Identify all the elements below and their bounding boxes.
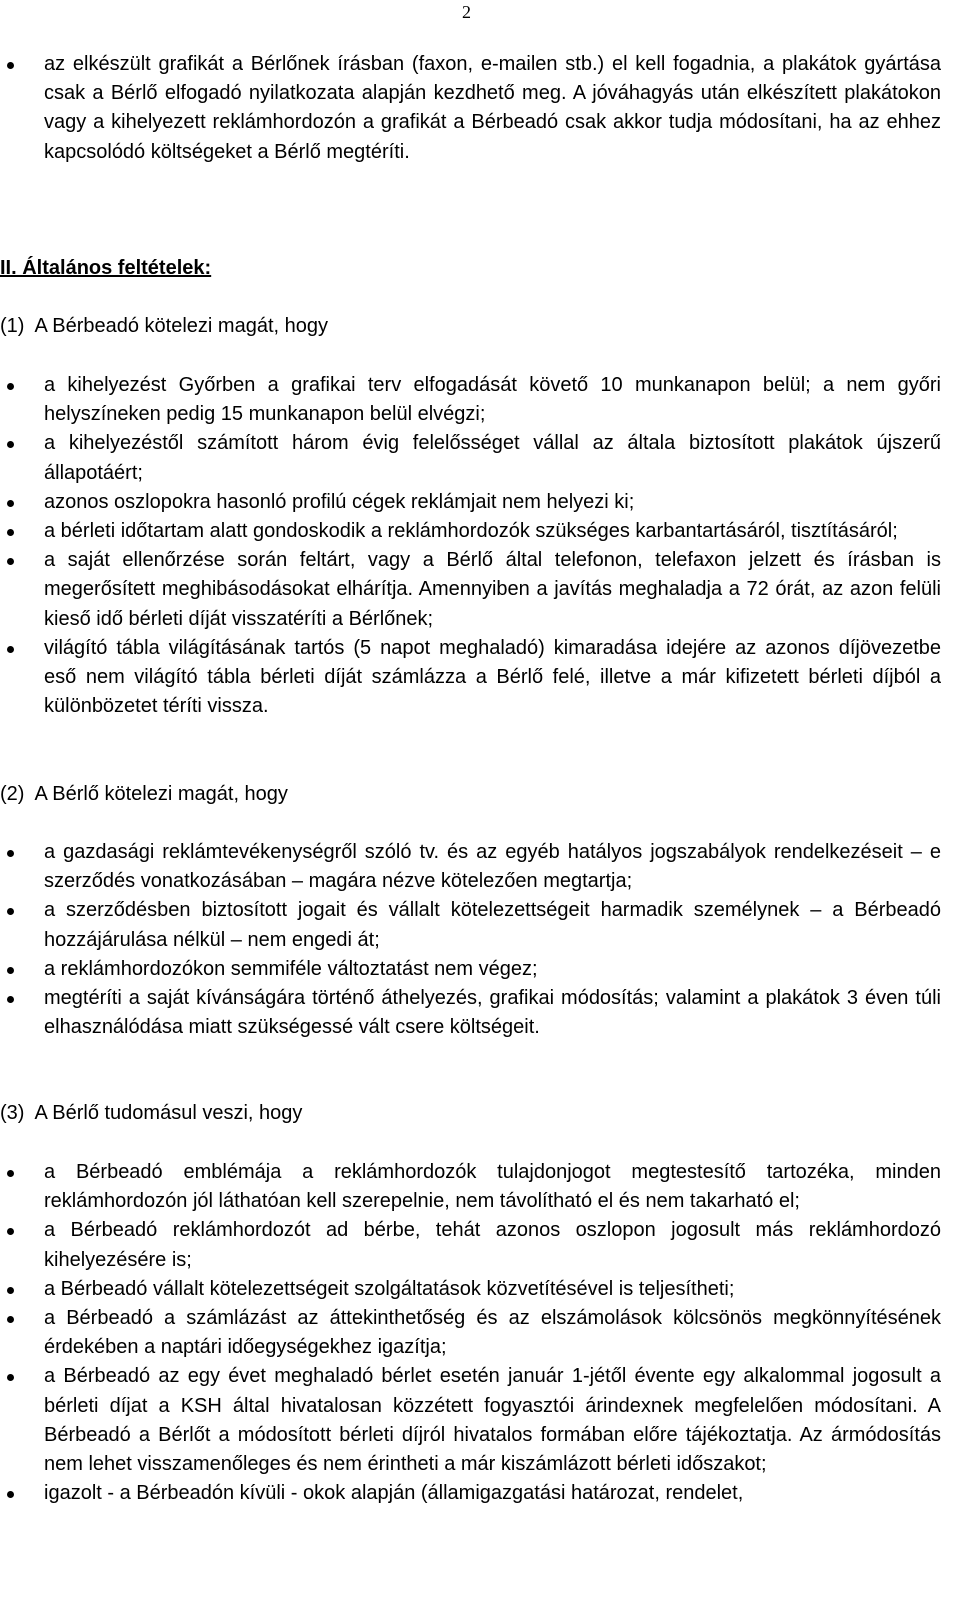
list-item: a Bérbeadó emblémája a reklámhordozók tulajdonjogot megtestesítő tartozéka, minden reklámhordozón jól láthatóan kell szerepelnie, nem távolítható el és nem takarható el; (0, 1158, 941, 1216)
list-item: a kihelyezéstől számított három évig felelősséget vállal az általa biztosított plakátok újszerű állapotáért; (0, 429, 941, 487)
intro-list (0, 50, 941, 167)
clause-1-intro: (1) A Bérbeadó kötelezi magát, hogy (0, 315, 328, 337)
clause-3-intro-block (0, 1099, 941, 1128)
list-item: a Bérbeadó az egy évet meghaladó bérlet esetén január 1-jétől évente egy alkalommal jogosult a bérleti díjat a KSH által hivatalosan közzétett fogyasztói árindexnek megfelelően módosítani. A Bérbeadó a Bérlőt a módosított bérleti díjról hivatalos formában előre tájékoztatja. Az ármódosítás nem lehet visszamenőleges és nem érintheti a már kiszámlázott bérleti időszakot; (0, 1362, 941, 1479)
list-item: megtéríti a saját kívánságára történő áthelyezés, grafikai módosítás; valamint a plakátok 3 éven túli elhasználódása miatt szükségessé vált csere költségeit. (0, 984, 941, 1042)
list-item: a Bérbeadó vállalt kötelezettségeit szolgáltatások közvetítésével is teljesítheti; (0, 1275, 941, 1304)
list-item: a Bérbeadó a számlázást az áttekinthetőség és az elszámolások kölcsönös megkönnyítésének érdekében a naptári időegységekhez igazítja; (0, 1304, 941, 1362)
list-item: a bérleti időtartam alatt gondoskodik a reklámhordozók szükséges karbantartásáról, tisztításáról; (0, 517, 941, 546)
clause-2-list-block (0, 838, 941, 1042)
clause-2-intro: (2) A Bérlő kötelezi magát, hogy (0, 783, 288, 805)
clause-2-list (0, 838, 941, 1042)
clause-3-intro: (3) A Bérlő tudomásul veszi, hogy (0, 1102, 303, 1124)
list-item: a reklámhordozókon semmiféle változtatást nem végez; (0, 955, 941, 984)
list-item: a Bérbeadó reklámhordozót ad bérbe, tehát azonos oszlopon jogosult más reklámhordozó kihelyezésére is; (0, 1216, 941, 1274)
clause-1-list (0, 371, 941, 721)
clause-1-list-block (0, 371, 941, 721)
clause-3-list-block (0, 1158, 941, 1508)
intro-block (0, 50, 941, 167)
list-item: a saját ellenőrzése során feltárt, vagy a Bérlő által telefonon, telefaxon jelzett és írásban is megerősített meghibásodásokat elhárítja. Amennyiben a javítás meghaladja a 72 órát, az azon felüli kieső idő bérleti díját visszatéríti a Bérlőnek; (0, 546, 941, 634)
list-item: világító tábla világításának tartós (5 napot meghaladó) kimaradása idejére az azonos díjövezetbe eső nem világító tábla bérleti díját számlázza a Bérlő felé, illetve a már kifizetett bérleti díjból a különbözetet téríti vissza. (0, 634, 941, 722)
clause-2-intro-block (0, 780, 941, 809)
list-item: a szerződésben biztosított jogait és vállalt kötelezettségeit harmadik személynek – a Bérbeadó hozzájárulása nélkül – nem engedi át; (0, 896, 941, 954)
clause-1-intro-block (0, 312, 941, 341)
list-item: a gazdasági reklámtevékenységről szóló tv. és az egyéb hatályos jogszabályok rendelkezéseit – e szerződés vonatkozásában – magára nézve kötelezően megtartja; (0, 838, 941, 896)
list-item: igazolt - a Bérbeadón kívüli - okok alapján (államigazgatási határozat, rendelet, (0, 1479, 941, 1508)
page-number: 2 (462, 2, 471, 22)
section-heading-block (0, 254, 941, 283)
clause-3-list (0, 1158, 941, 1508)
section-heading: II. Általános feltételek: (0, 257, 212, 279)
list-item: azonos oszlopokra hasonló profilú cégek reklámjait nem helyezi ki; (0, 488, 941, 517)
list-item: az elkészült grafikát a Bérlőnek írásban (faxon, e-mailen stb.) el kell fogadnia, a plakátok gyártása csak a Bérlő elfogadó nyilatkozata alapján kezdhető meg. A jóváhagyás után elkészített plakátokon vagy a kihelyezett reklámhordozón a grafikát a Bérbeadó csak akkor tudja módosítani, ha az ehhez kapcsolódó költségeket a Bérlő megtéríti. (0, 50, 941, 167)
list-item: a kihelyezést Győrben a grafikai terv elfogadását követő 10 munkanapon belül; a nem győri helyszíneken pedig 15 munkanapon belül elvégzi; (0, 371, 941, 429)
